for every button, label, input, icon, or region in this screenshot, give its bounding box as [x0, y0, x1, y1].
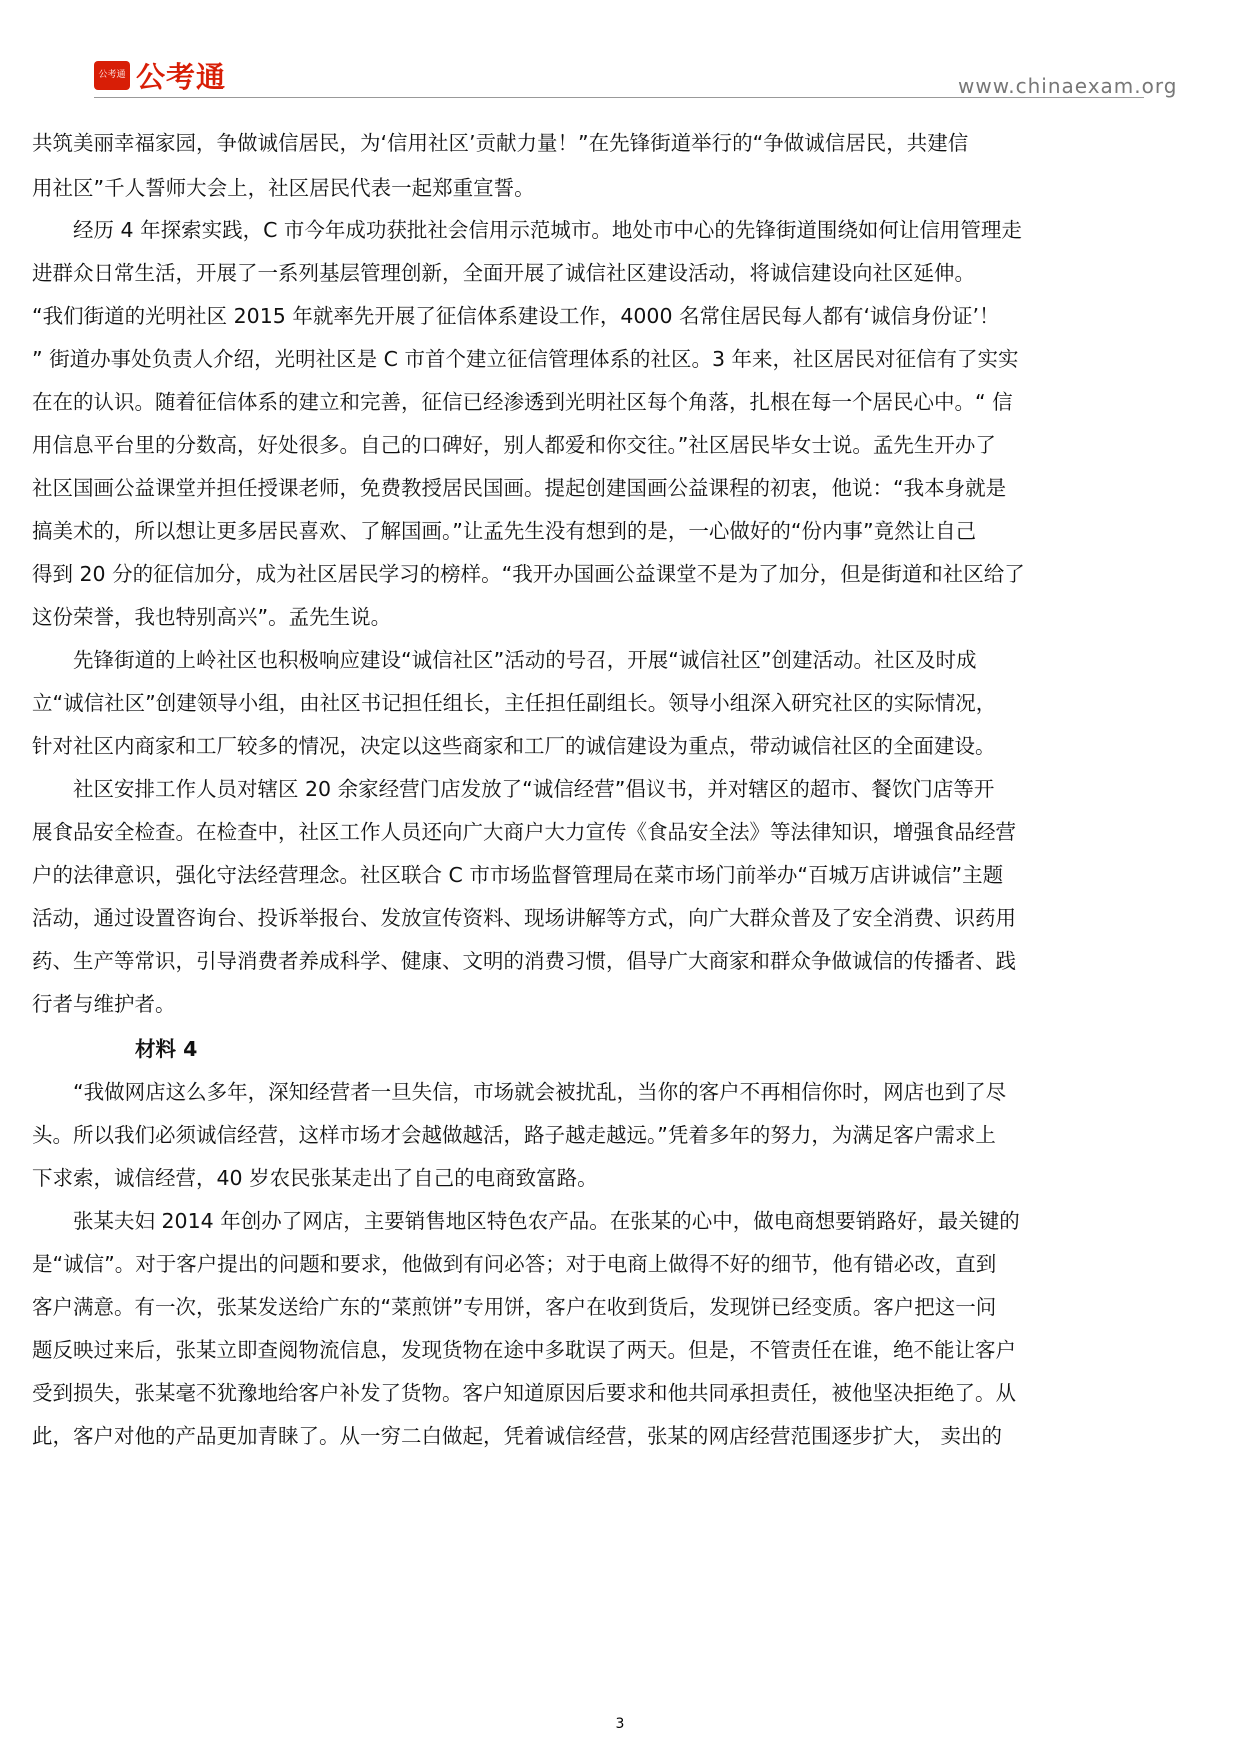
logo-wordmark: 公考通 — [136, 60, 227, 94]
text-line: 题反映过来后，张某立即查阅物流信息，发现货物在途中多耽误了两天。但是，不管责任在谁，绝不能让客户 — [32, 1338, 1016, 1362]
page-header — [0, 0, 1240, 110]
text-line: 先锋街道的上岭社区也积极响应建设“诚信社区”活动的号召，开展“诚信社区”创建活动。社区及时成 — [73, 648, 977, 672]
text-line: 进群众日常生活，开展了一系列基层管理创新，全面开展了诚信社区建设活动，将诚信建设向社区延伸。 — [32, 261, 975, 285]
text-line: 展食品安全检查。在检查中，社区工作人员还向广大商户大力宣传《食品安全法》等法律知识，增强食品经营 — [32, 820, 1016, 844]
text-line: 张某夫妇 2014 年创办了网店，主要销售地区特色农产品。在张某的心中，做电商想要销路好，最关键的 — [73, 1209, 1020, 1233]
text-line: 立“诚信社区”创建领导小组，由社区书记担任组长，主任担任副组长。领导小组深入研究社区的实际情况， — [32, 691, 997, 715]
text-line: 得到 20 分的征信加分，成为社区居民学习的榜样。“我开办国画公益课堂不是为了加分，但是街道和社区给了 — [32, 562, 1025, 586]
text-line: 行者与维护者。 — [32, 992, 176, 1016]
text-line: 是“诚信”。对于客户提出的问题和要求，他做到有问必答；对于电商上做得不好的细节，他有错必改，直到 — [32, 1252, 997, 1276]
text-line: 客户满意。有一次，张某发送给广东的“菜煎饼”专用饼，客户在收到货后，发现饼已经变质。客户把这一问 — [32, 1295, 997, 1319]
text-line: ” 街道办事处负责人介绍，光明社区是 C 市首个建立征信管理体系的社区。3 年来，社区居民对征信有了实实 — [32, 347, 1019, 371]
text-line: 下求索，诚信经营，40 岁农民张某走出了自己的电商致富路。 — [32, 1166, 598, 1190]
text-line: 这份荣誉，我也特别高兴”。孟先生说。 — [32, 605, 392, 629]
text-line: 社区安排工作人员对辖区 20 余家经营门店发放了“诚信经营”倡议书，并对辖区的超市、餐饮门店等开 — [73, 777, 995, 801]
text-line: 药、生产等常识，引导消费者养成科学、健康、文明的消费习惯，倡导广大商家和群众争做诚信的传播者、践 — [32, 949, 1016, 973]
text-line: 搞美术的，所以想让更多居民喜欢、了解国画。”让孟先生没有想到的是，一心做好的“份内事”竟然让自己 — [32, 519, 977, 543]
text-line: 社区国画公益课堂并担任授课老师，免费教授居民国画。提起创建国画公益课程的初衷，他说：“我本身就是 — [32, 476, 1007, 500]
text-line: “我们街道的光明社区 2015 年就率先开展了征信体系建设工作，4000 名常住居民每人都有‘诚信身份证’！ — [32, 304, 1000, 328]
text-line: 在在的认识。随着征信体系的建立和完善，征信已经渗透到光明社区每个角落，扎根在每一个居民心中。“ 信 — [32, 390, 1013, 414]
text-line: 头。所以我们必须诚信经营，这样市场才会越做越活，路子越走越远。”凭着多年的努力，为满足客户需求上 — [32, 1123, 996, 1147]
text-line: 户的法律意识，强化守法经营理念。社区联合 C 市市场监督管理局在菜市场门前举办“百城万店讲诚信”主题 — [32, 863, 1004, 887]
page-number: 3 — [615, 1716, 625, 1732]
text-line: 受到损失，张某毫不犹豫地给客户补发了货物。客户知道原因后要求和他共同承担责任，被他坚决拒绝了。从 — [32, 1381, 1016, 1405]
text-line: 经历 4 年探索实践，C 市今年成功获批社会信用示范城市。地处市中心的先锋街道围绕如何让信用管理走 — [73, 218, 1022, 242]
site-url: www.chinaexam.org — [958, 74, 1178, 98]
text-line: 活动，通过设置咨询台、投诉举报台、发放宣传资料、现场讲解等方式，向广大群众普及了安全消费、识药用 — [32, 906, 1016, 930]
text-line: 针对社区内商家和工厂较多的情况，决定以这些商家和工厂的诚信建设为重点，带动诚信社区的全面建设。 — [32, 734, 996, 758]
logo-icon: 公考通 — [94, 61, 130, 90]
text-line: “我做网店这么多年，深知经营者一旦失信，市场就会被扰乱，当你的客户不再相信你时，网店也到了尽 — [73, 1080, 1007, 1104]
text-line: 用信息平台里的分数高，好处很多。自己的口碑好，别人都爱和你交往。”社区居民毕女士说。孟先生开办了 — [32, 433, 996, 457]
section-heading: 材料 4 — [135, 1037, 198, 1061]
text-line: 用社区”千人誓师大会上，社区居民代表一起郑重宣誓。 — [32, 176, 535, 200]
text-line: 此，客户对他的产品更加青睐了。从一穷二白做起，凭着诚信经营，张某的网店经营范围逐步扩大， 卖出的 — [32, 1424, 1003, 1448]
text-line: 共筑美丽幸福家园，争做诚信居民，为‘信用社区’贡献力量！”在先锋街道举行的“争做诚信居民，共建信 — [32, 131, 969, 155]
